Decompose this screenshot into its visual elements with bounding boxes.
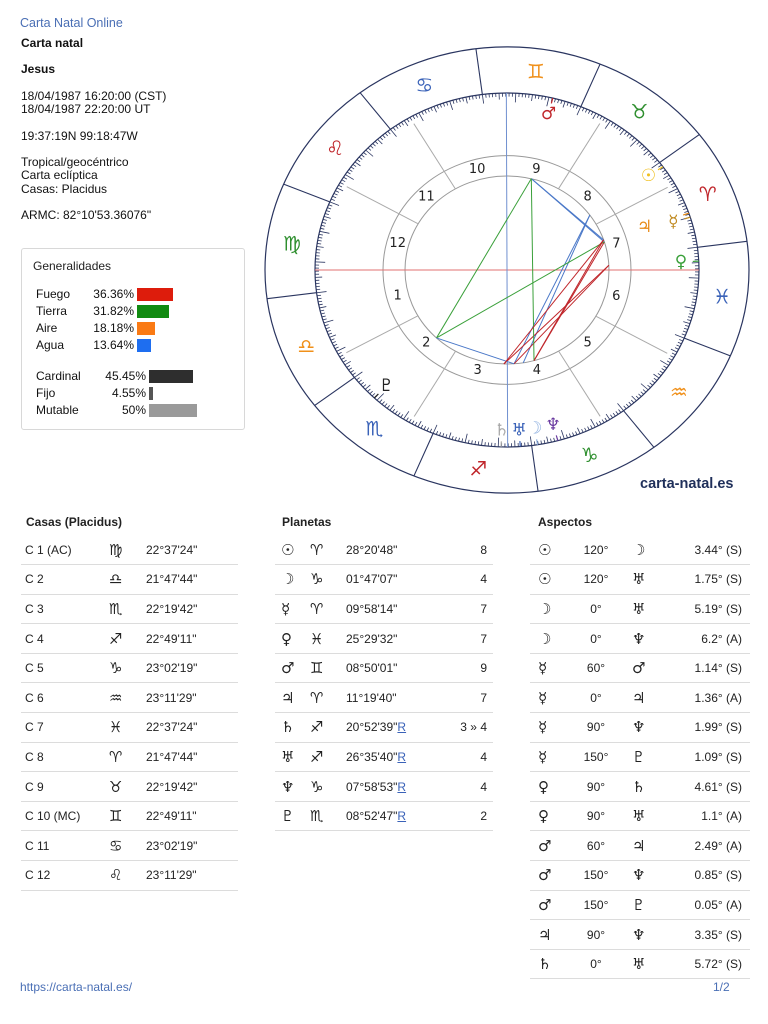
house-row (21, 801, 238, 831)
modality-pct: 4.55% (111, 386, 146, 400)
house-degree: 22°49'11" (146, 801, 238, 831)
planet-row (275, 565, 493, 595)
scorpio-sign-icon: ♏ (365, 416, 384, 441)
element-bar (137, 305, 169, 318)
planet-degree: 08°52'47" (346, 809, 398, 824)
info-name: Jesus (21, 62, 56, 77)
taurus-sign-icon: ♉ (630, 99, 649, 124)
sign-icon: ♎ (109, 565, 146, 595)
sign-icon: ♓ (109, 713, 146, 743)
planet-degree: 11°19'40" (346, 690, 397, 705)
modality-label: Mutable (36, 403, 79, 417)
house-degree: 22°37'24" (146, 713, 238, 743)
modality-bar (149, 370, 193, 383)
planet-house: 7 (446, 624, 493, 654)
moon-planet-icon: ☽ (527, 418, 543, 439)
house-row (21, 594, 238, 624)
sign-icon: ♉ (109, 772, 146, 802)
mercury-planet-icon: ☿ (668, 212, 679, 233)
aspect-orb: 3.44° (S) (662, 535, 750, 565)
planet-row (275, 535, 493, 565)
planet-degree: 01°47'07" (346, 572, 398, 587)
neptune-planet-icon: ♆ (545, 414, 561, 435)
house-row (21, 831, 238, 861)
info-chart-type: Carta eclíptica (21, 168, 98, 183)
info-zodiac: Tropical/geocéntrico (21, 155, 129, 170)
brand-label: carta-natal.es (640, 476, 734, 492)
planet-icon: ☽ (622, 535, 662, 565)
aspect-row (530, 653, 750, 683)
aspect-row (530, 890, 750, 920)
house-label: C 10 (MC) (21, 801, 109, 831)
planet-row (275, 683, 493, 713)
site-title-link[interactable]: Carta Natal Online (20, 16, 123, 30)
planet-icon: ♇ (622, 890, 662, 920)
planet-house: 7 (446, 594, 493, 624)
house-label: C 9 (21, 772, 109, 802)
planet-icon: ♀ (530, 772, 570, 802)
element-row-aire (36, 321, 236, 337)
house-degree: 21°47'44" (146, 742, 238, 772)
house-number: 5 (583, 335, 592, 351)
planet-icon: ♀ (275, 624, 310, 654)
modality-row-cardinal (36, 369, 236, 385)
element-pct: 18.18% (93, 321, 134, 335)
aspect-angle: 0° (570, 683, 622, 713)
element-label: Aire (36, 321, 58, 335)
house-degree: 23°11'29" (146, 861, 238, 891)
planet-degree: 25°29'32" (346, 631, 398, 646)
element-bar (137, 288, 173, 301)
gemini-sign-icon: ♊ (526, 59, 545, 84)
aspect-angle: 0° (570, 949, 622, 979)
house-row (21, 683, 238, 713)
aspect-row (530, 713, 750, 743)
house-row (21, 742, 238, 772)
planet-house: 4 (446, 772, 493, 802)
planet-degree: 09°58'14" (346, 601, 398, 616)
planet-icon: ♄ (530, 949, 570, 979)
info-houses: Casas: Placidus (21, 181, 108, 196)
uranus-planet-icon: ♅ (511, 420, 527, 441)
info-date-local: 18/04/1987 16:20:00 (CST) (21, 88, 167, 103)
element-label: Agua (36, 338, 65, 352)
planet-icon: ♆ (275, 772, 310, 802)
house-row (21, 535, 238, 565)
house-number: 10 (468, 162, 486, 178)
house-label: C 4 (21, 624, 109, 654)
modality-pct: 45.45% (105, 369, 146, 383)
house-row (21, 772, 238, 802)
planetas-table (275, 535, 493, 831)
aspect-orb: 2.49° (A) (662, 831, 750, 861)
aspect-row (530, 594, 750, 624)
house-row (21, 653, 238, 683)
libra-sign-icon: ♎ (297, 334, 316, 359)
planet-house: 2 (446, 801, 493, 831)
element-bar (137, 339, 151, 352)
planet-row (275, 742, 493, 772)
planet-row (275, 772, 493, 802)
page-number: 1/2 (713, 980, 730, 994)
footer-url-link[interactable]: https://carta-natal.es/ (20, 980, 133, 994)
planet-icon: ☉ (275, 535, 310, 565)
chart-info (21, 37, 166, 223)
aspect-angle: 90° (570, 713, 622, 743)
info-armc: ARMC: 82°10'53.36076" (21, 208, 152, 223)
info-heading: Carta natal (21, 36, 84, 50)
house-degree: 23°11'29" (146, 683, 238, 713)
aspect-orb: 0.05° (A) (662, 890, 750, 920)
planet-icon: ☽ (530, 594, 570, 624)
aspect-angle: 90° (570, 801, 622, 831)
planet-icon: ♃ (622, 831, 662, 861)
sign-icon: ♊ (109, 801, 146, 831)
planet-icon: ♅ (275, 742, 310, 772)
sun-planet-icon: ☉ (640, 166, 657, 187)
info-date-ut: 18/04/1987 22:20:00 UT (21, 102, 151, 117)
modality-row-mutable (36, 403, 236, 419)
sign-icon: ♒ (109, 683, 146, 713)
element-row-tierra (36, 304, 236, 320)
modality-bar (149, 387, 153, 400)
aspectos-title: Aspectos (538, 515, 593, 529)
aspect-row (530, 949, 750, 979)
element-pct: 13.64% (93, 338, 134, 352)
planet-house: 3 » 4 (446, 713, 493, 743)
aspect-orb: 5.19° (S) (662, 594, 750, 624)
aspect-row (530, 565, 750, 595)
sign-icon: ♈ (310, 535, 346, 565)
planet-house: 7 (446, 683, 493, 713)
house-degree: 22°19'42" (146, 772, 238, 802)
aspect-orb: 1.09° (S) (662, 742, 750, 772)
mars-planet-icon: ♂ (540, 103, 557, 124)
aspect-orb: 0.85° (S) (662, 861, 750, 891)
aspect-row (530, 772, 750, 802)
planet-icon: ♂ (530, 890, 570, 920)
house-row (21, 565, 238, 595)
house-number: 3 (473, 363, 482, 379)
house-label: C 5 (21, 653, 109, 683)
jupiter-planet-icon: ♃ (636, 217, 653, 238)
planet-house: 8 (446, 535, 493, 565)
sign-icon: ♑ (310, 772, 346, 802)
aspectos-table (530, 535, 750, 979)
sign-icon: ♋ (109, 831, 146, 861)
planet-house: 4 (446, 565, 493, 595)
planet-row (275, 594, 493, 624)
aspect-row (530, 920, 750, 950)
generalidades-title: Generalidades (33, 259, 112, 273)
house-number: 8 (583, 189, 592, 205)
element-row-fuego (36, 287, 236, 303)
house-label: C 3 (21, 594, 109, 624)
generalidades-panel (21, 248, 245, 430)
planet-icon: ☿ (530, 653, 570, 683)
cancer-sign-icon: ♋ (415, 72, 434, 97)
leo-sign-icon: ♌ (326, 135, 345, 160)
house-label: C 7 (21, 713, 109, 743)
aspect-row (530, 624, 750, 654)
house-number: 12 (389, 236, 406, 252)
planet-icon: ♅ (622, 801, 662, 831)
retrograde-link[interactable]: R (397, 749, 407, 764)
planet-icon: ♇ (622, 742, 662, 772)
sign-icon: ♏ (109, 594, 146, 624)
planet-icon: ♃ (530, 920, 570, 950)
element-label: Fuego (36, 287, 71, 301)
planet-icon: ♇ (275, 801, 310, 831)
info-coords: 19:37:19N 99:18:47W (21, 128, 138, 143)
planet-row (275, 713, 493, 743)
element-bar (137, 322, 155, 335)
modality-label: Cardinal (36, 369, 81, 383)
house-number: 4 (532, 362, 541, 378)
sign-icon: ♊ (310, 653, 346, 683)
planet-icon: ♂ (275, 653, 310, 683)
aspect-angle: 120° (570, 535, 622, 565)
planet-icon: ☽ (530, 624, 570, 654)
sign-icon: ♐ (310, 713, 346, 743)
planet-icon: ☽ (275, 565, 310, 595)
aries-sign-icon: ♈ (698, 181, 717, 206)
aspect-orb: 6.2° (A) (662, 624, 750, 654)
house-label: C 2 (21, 565, 109, 595)
planet-icon: ♆ (622, 713, 662, 743)
house-row (21, 861, 238, 891)
sign-icon: ♓ (310, 624, 346, 654)
house-label: C 1 (AC) (21, 535, 109, 565)
aspect-row (530, 801, 750, 831)
sign-icon: ♌ (109, 861, 146, 891)
pluto-planet-icon: ♇ (378, 376, 395, 397)
element-pct: 31.82% (93, 304, 134, 318)
planet-icon: ☿ (530, 713, 570, 743)
planet-icon: ☿ (530, 683, 570, 713)
house-row (21, 713, 238, 743)
house-degree: 22°37'24" (146, 535, 238, 565)
modality-label: Fijo (36, 386, 56, 400)
planet-degree: 20°52'39" (346, 720, 398, 735)
planet-icon: ♀ (530, 801, 570, 831)
house-row (21, 624, 238, 654)
modality-pct: 50% (121, 403, 146, 417)
planet-icon: ☿ (530, 742, 570, 772)
planet-degree: 07°58'53" (346, 779, 398, 794)
aspect-angle: 90° (570, 772, 622, 802)
aspect-angle: 150° (570, 861, 622, 891)
planet-row (275, 653, 493, 683)
house-label: C 6 (21, 683, 109, 713)
planetas-title: Planetas (282, 515, 332, 529)
sign-icon: ♍ (109, 535, 146, 565)
element-pct: 36.36% (93, 287, 134, 301)
house-label: C 12 (21, 861, 109, 891)
aspect-orb: 5.72° (S) (662, 949, 750, 979)
retrograde-link[interactable]: R (397, 720, 407, 735)
planet-icon: ☉ (530, 535, 570, 565)
casas-table (21, 535, 238, 891)
aspect-row (530, 831, 750, 861)
planet-icon: ♃ (275, 683, 310, 713)
retrograde-link[interactable]: R (397, 809, 407, 824)
aspect-angle: 0° (570, 594, 622, 624)
aspect-row (530, 535, 750, 565)
sign-icon: ♈ (310, 683, 346, 713)
house-number: 1 (393, 288, 402, 304)
house-degree: 23°02'19" (146, 653, 238, 683)
planet-icon: ♅ (622, 949, 662, 979)
aspect-angle: 90° (570, 920, 622, 950)
aspect-angle: 150° (570, 890, 622, 920)
modality-row-fijo (36, 386, 236, 402)
house-degree: 22°49'11" (146, 624, 238, 654)
house-label: C 8 (21, 742, 109, 772)
house-number: 11 (418, 189, 435, 205)
planet-row (275, 624, 493, 654)
aspect-row (530, 861, 750, 891)
planet-icon: ♄ (275, 713, 310, 743)
planet-icon: ♅ (622, 594, 662, 624)
aspect-orb: 3.35° (S) (662, 920, 750, 950)
modality-bar (149, 404, 197, 417)
element-label: Tierra (36, 304, 67, 318)
planet-house: 9 (446, 653, 493, 683)
planet-icon: ♂ (530, 831, 570, 861)
aspect-angle: 0° (570, 624, 622, 654)
aquarius-sign-icon: ♒ (669, 380, 688, 405)
saturn-planet-icon: ♄ (494, 420, 510, 441)
planet-row (275, 801, 493, 831)
planet-icon: ♅ (622, 565, 662, 595)
sign-icon: ♈ (310, 594, 346, 624)
house-number: 9 (532, 161, 541, 177)
aspect-row (530, 742, 750, 772)
casas-title: Casas (Placidus) (26, 515, 123, 529)
natal-chart-wheel (250, 40, 768, 500)
sign-icon: ♐ (310, 742, 346, 772)
planet-degree: 08°50'01" (346, 661, 398, 676)
element-row-agua (36, 338, 236, 354)
planet-icon: ☉ (530, 565, 570, 595)
aspect-angle: 150° (570, 742, 622, 772)
aspect-orb: 1.99° (S) (662, 713, 750, 743)
aspect-angle: 60° (570, 831, 622, 861)
house-degree: 22°19'42" (146, 594, 238, 624)
aspect-orb: 1.36° (A) (662, 683, 750, 713)
house-degree: 21°47'44" (146, 565, 238, 595)
sign-icon: ♑ (109, 653, 146, 683)
planet-icon: ♆ (622, 624, 662, 654)
planet-icon: ♃ (622, 683, 662, 713)
planet-degree: 28°20'48" (346, 542, 398, 557)
planet-icon: ♂ (622, 653, 662, 683)
retrograde-link[interactable]: R (397, 779, 407, 794)
planet-house: 4 (446, 742, 493, 772)
sagittarius-sign-icon: ♐ (469, 456, 488, 481)
planet-icon: ♆ (622, 920, 662, 950)
planet-icon: ♂ (530, 861, 570, 891)
sign-icon: ♏ (310, 801, 346, 831)
house-number: 2 (422, 335, 431, 351)
aspect-orb: 1.75° (S) (662, 565, 750, 595)
sign-icon: ♈ (109, 742, 146, 772)
planet-icon: ☿ (275, 594, 310, 624)
planet-icon: ♄ (622, 772, 662, 802)
venus-planet-icon: ♀ (674, 251, 688, 272)
capricorn-sign-icon: ♑ (580, 443, 599, 468)
aspect-angle: 120° (570, 565, 622, 595)
planet-degree: 26°35'40" (346, 749, 398, 764)
house-degree: 23°02'19" (146, 831, 238, 861)
aspect-orb: 4.61° (S) (662, 772, 750, 802)
aspect-orb: 1.1° (A) (662, 801, 750, 831)
house-label: C 11 (21, 831, 109, 861)
house-number: 6 (612, 288, 621, 304)
sign-icon: ♐ (109, 624, 146, 654)
pisces-sign-icon: ♓ (713, 284, 732, 309)
sign-icon: ♑ (310, 565, 346, 595)
aspect-row (530, 683, 750, 713)
virgo-sign-icon: ♍ (282, 231, 301, 256)
aspect-orb: 1.14° (S) (662, 653, 750, 683)
aspect-angle: 60° (570, 653, 622, 683)
house-number: 7 (612, 236, 621, 252)
planet-icon: ♆ (622, 861, 662, 891)
